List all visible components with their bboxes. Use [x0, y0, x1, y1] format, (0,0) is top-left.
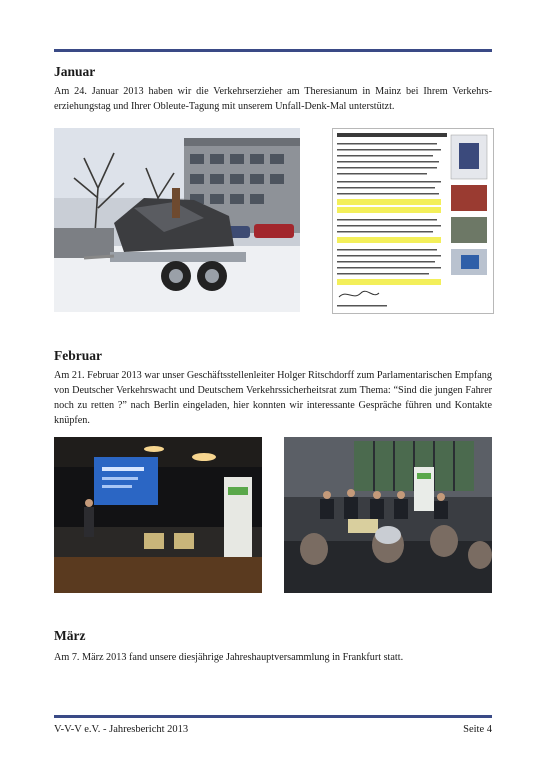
newspaper-clipping	[332, 128, 494, 314]
header-rule	[54, 49, 492, 52]
section-text-januar: Am 24. Januar 2013 haben wir die Verkehrserzieher am Theresianum in Mainz bei Ihrem Verkehrs-erziehungstag und Ihrer Obleute-Tagung mit unserem Unfall-Denk-Mal unterstützt.	[54, 86, 492, 112]
section-heading-januar: Januar	[54, 64, 96, 79]
panel-discussion-photo	[284, 437, 492, 593]
footer-rule	[54, 715, 492, 718]
section-text-februar: Am 21. Februar 2013 war unser Geschäftsstellenleiter Holger Ritschdorff zum Parlamentarischen Empfang von Deutscher Verkehrswacht und Deutschem Verkehrssicherheitsrat zum Thema: “Sind die jungen Fahrer noch zu retten ?” nach Berlin eingeladen, hier konnten wir interessante Gespräche führen und Kontakte knüpfen.	[54, 370, 492, 426]
section-text-maerz: Am 7. März 2013 fand unsere diesjährige Jahreshauptversammlung in Frankfurt statt.	[54, 652, 404, 663]
section-heading-maerz: März	[54, 628, 86, 643]
unfall-denk-mal-photo	[54, 128, 300, 312]
page-number: Seite 4	[463, 724, 492, 735]
conference-stage-photo	[54, 437, 262, 593]
footer-title: V-V-V e.V. - Jahresbericht 2013	[54, 724, 189, 735]
section-heading-februar: Februar	[54, 348, 102, 363]
